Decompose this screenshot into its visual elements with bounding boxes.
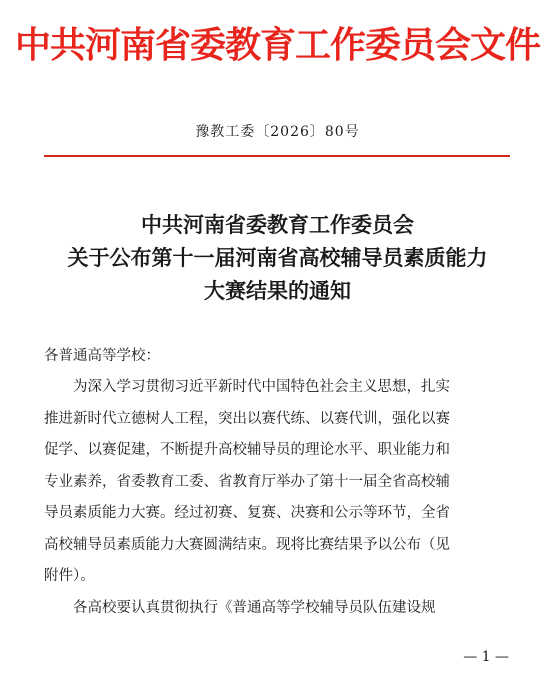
title-line-2: 关于公布第十一届河南省高校辅导员素质能力 (67, 245, 488, 270)
paragraph-line: 为深入学习贯彻习近平新时代中国特色社会主义思想，扎实 (73, 379, 450, 395)
page-number: — 1 — (463, 649, 509, 665)
document-number: 豫教工委〔2026〕80号 (195, 124, 360, 140)
paragraph-line: 附件）。 (44, 568, 95, 584)
title-line-3: 大赛结果的通知 (204, 278, 351, 303)
paragraph-line: 专业素养，省委教育工委、省教育厅举办了第十一届全省高校辅 (44, 473, 450, 490)
body-paragraph-2 (44, 593, 514, 625)
paragraph-line: 推进新时代立德树人工程，突出以赛代练、以赛代训，强化以赛 (44, 410, 450, 427)
red-divider-rule (44, 155, 510, 157)
document-title (20, 208, 535, 307)
document-header-title: 中共河南省委教育工作委员会文件 (14, 25, 540, 66)
salutation: 各普通高等学校： (44, 348, 160, 364)
title-line-1: 中共河南省委教育工作委员会 (141, 212, 414, 237)
paragraph-line: 导员素质能力大赛。经过初赛、复赛、决赛和公示等环节，全省 (44, 505, 450, 521)
paragraph-line: 促学、以赛促建，不断提升高校辅导员的理论水平、职业能力和 (44, 442, 450, 458)
paragraph-line: 各高校要认真贯彻执行《普通高等学校辅导员队伍建设规 (73, 600, 436, 616)
paragraph-line: 高校辅导员素质能力大赛圆满结束。现将比赛结果予以公布（见 (44, 536, 450, 553)
body-paragraph-1 (44, 372, 514, 593)
